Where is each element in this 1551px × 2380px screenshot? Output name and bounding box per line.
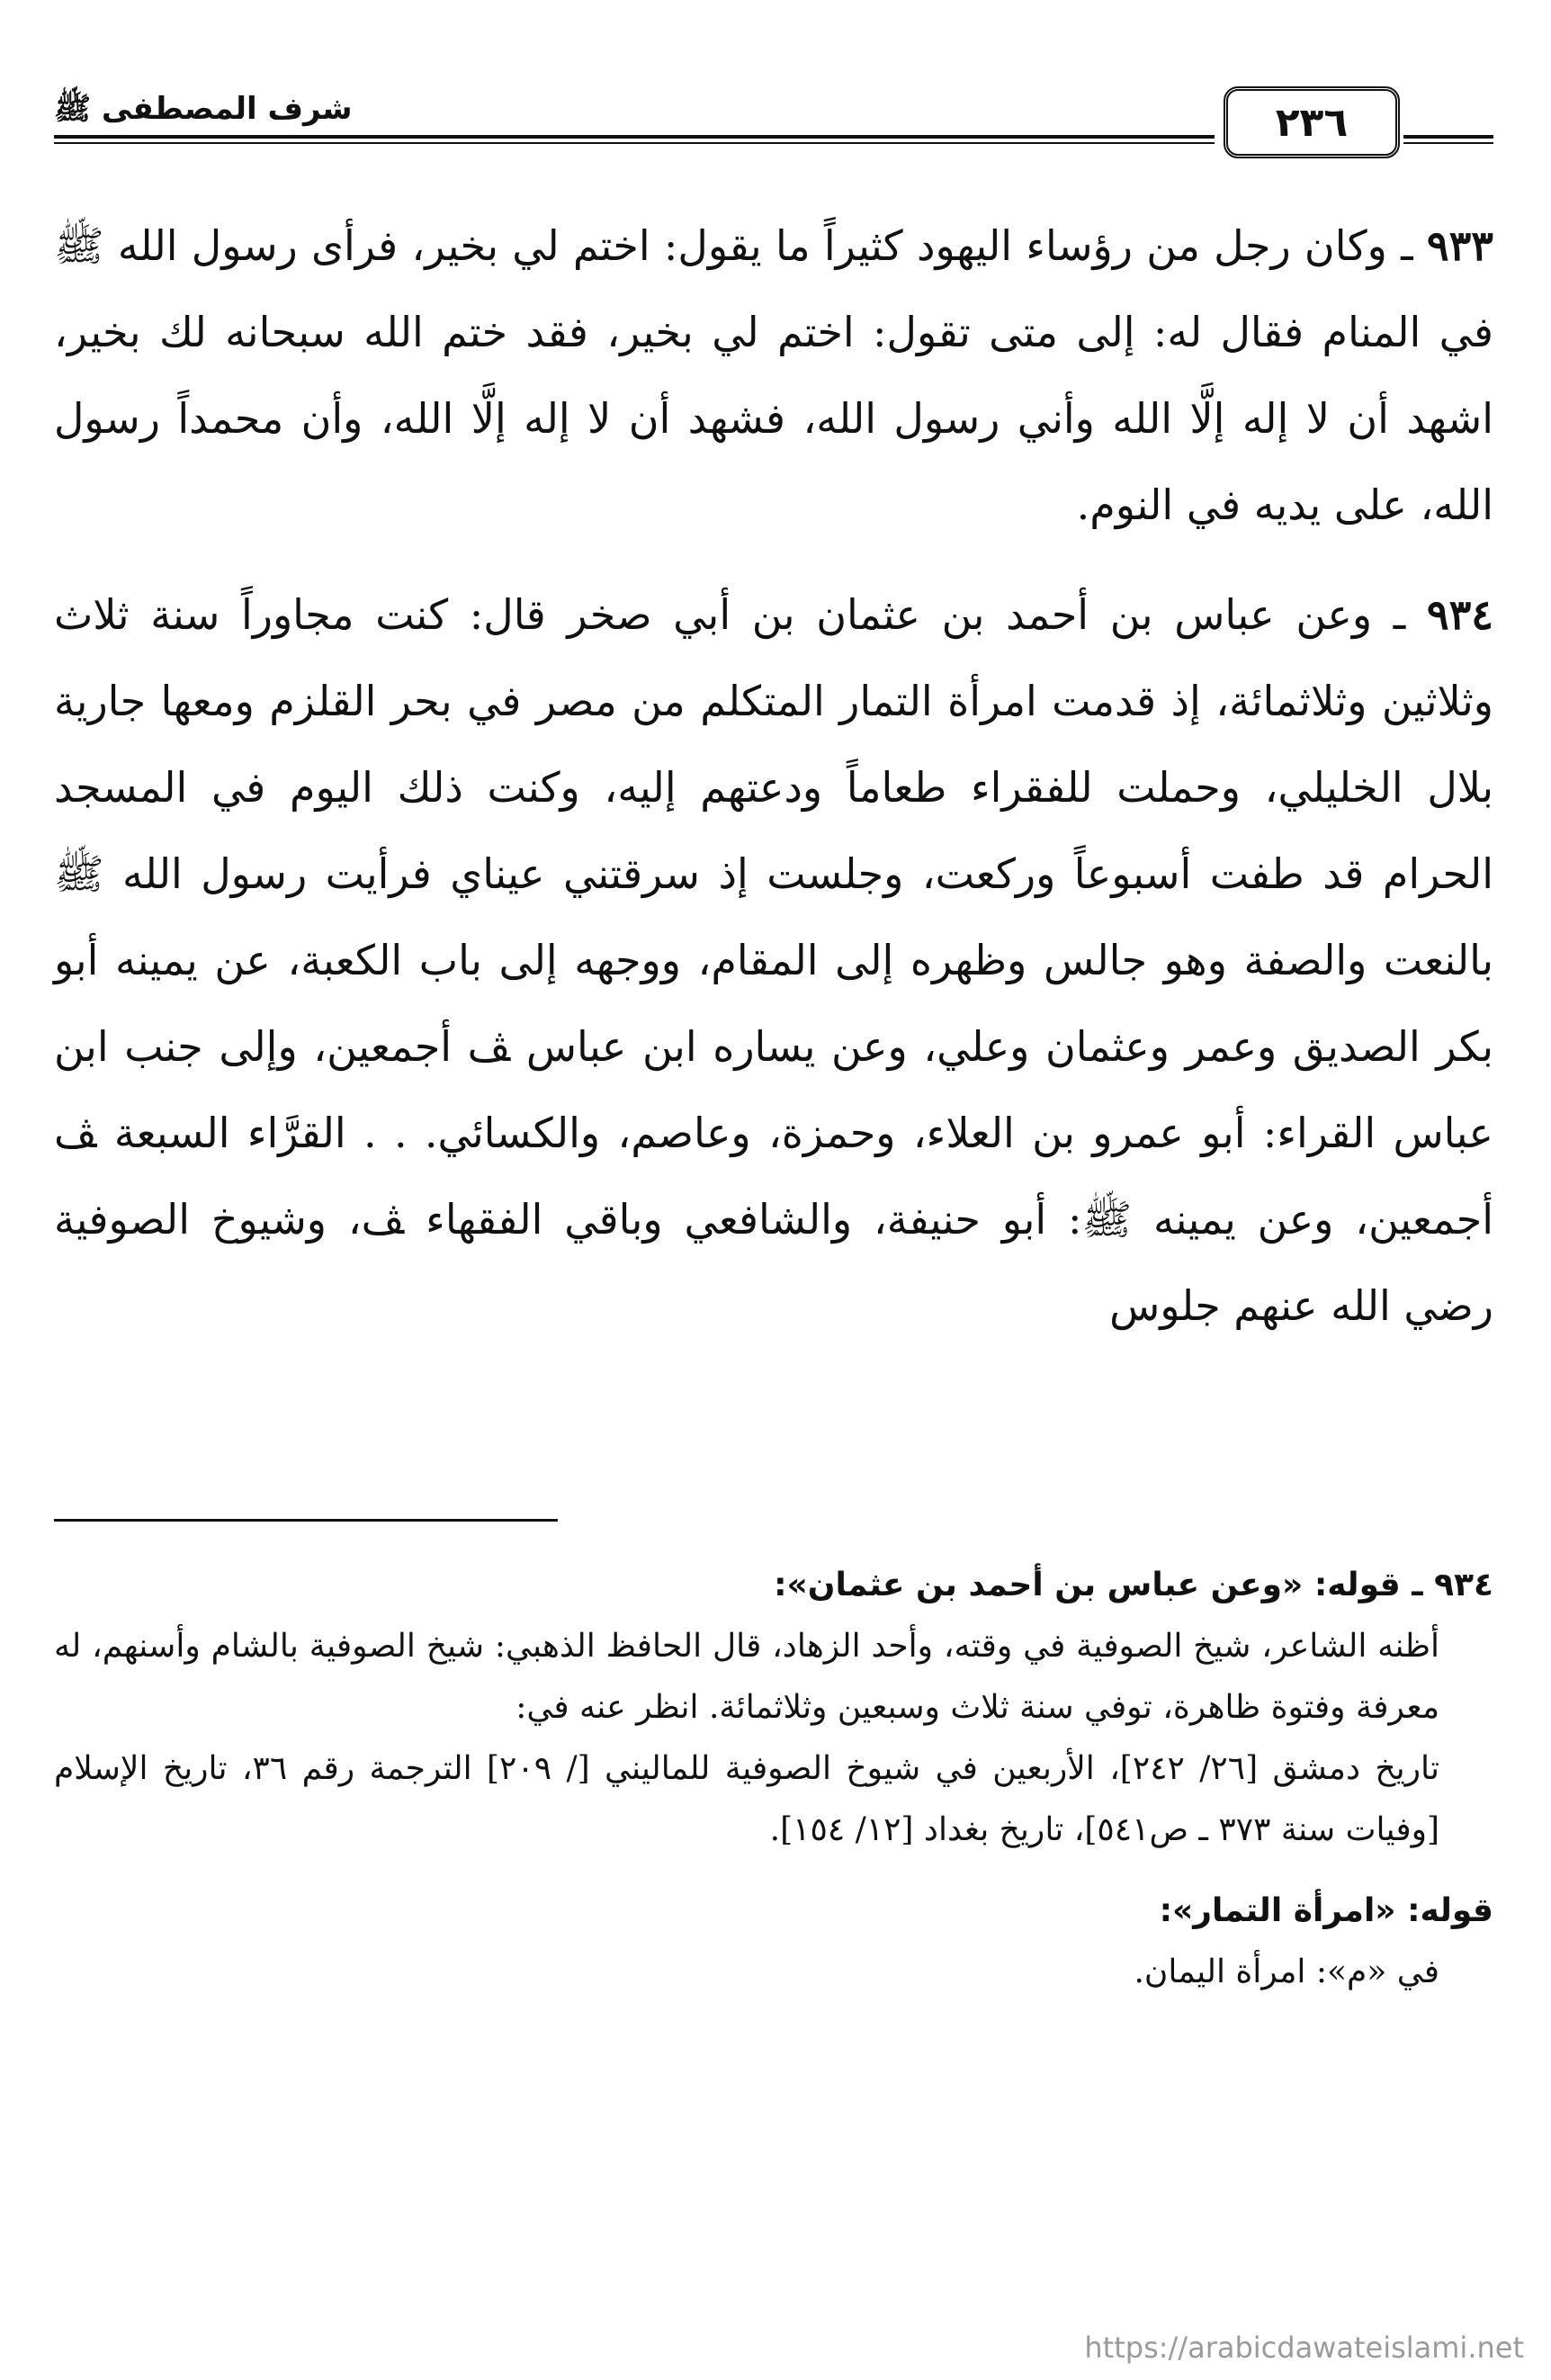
running-title: شرف المصطفى ﷺ	[54, 91, 353, 127]
footnote-text: أظنه الشاعر، شيخ الصوفية في وقته، وأحد الزهاد، قال الحافظ الذهبي: شيخ الصوفية بالشام وأسنهم، له معرفة وفتوة ظاهرة، توفي سنة ثلاث وسبعين وثلاثمائة. انظر عنه في:	[54, 1628, 1439, 1726]
page-number: ٢٣٦	[1224, 86, 1400, 158]
footnote	[54, 1881, 1493, 2003]
watermark-url: https://arabicdawateislami.net	[1084, 2331, 1524, 2365]
footnote-divider	[54, 1519, 558, 1522]
paragraph-934	[54, 571, 1493, 1349]
footnote-heading: قوله: «امرأة التمار»:	[1159, 1892, 1493, 1929]
header-rule	[1403, 142, 1493, 144]
footnote-text: تاريخ دمشق [٢٦/ ٢٤٢]، الأربعين في شيوخ الصوفية للماليني [/ ٢٠٩] الترجمة رقم ٣٦، تاريخ الإسلام [وفيات سنة ٣٧٣ ـ ص٥٤١]، تاريخ بغداد [١٢/ ١٥٤].	[54, 1750, 1439, 1848]
paragraph-text: ـ وكان رجل من رؤساء اليهود كثيراً ما يقول: اختم لي بخير، فرأى رسول الله ﷺ في المنام فقال له: إلى متى تقول: اختم لي بخير، فقد ختم الله سبحانه لك بخير، اشهد أن لا إله إلَّا الله وأني رسول الله، فشهد أن لا إله إلَّا الله، وأن محمداً رسول الله، على يديه في النوم.	[54, 221, 1493, 529]
paragraph-933	[54, 202, 1493, 548]
paragraph-text: ـ وعن عباس بن أحمد بن عثمان بن أبي صخر قال: كنت مجاوراً سنة ثلاث وثلاثين وثلاثمائة، إذ قدمت امرأة التمار المتكلم من مصر في بحر القلزم ومعها جارية بلال الخليلي، وحملت للفقراء طعاماً ودعتهم إليه، وكنت ذلك اليوم في المسجد الحرام قد طفت أسبوعاً وركعت، وجلست إذ سرقتني عيناي فرأيت رسول الله ﷺ بالنعت والصفة وهو جالس وظهره إلى المقام، ووجهه إلى باب الكعبة، عن يمينه أبو بكر الصديق وعمر وعثمان وعلي، وعن يساره ابن عباس ﭫ أجمعين، وإلى جنب ابن عباس القراء: أبو عمرو بن العلاء، وحمزة، وعاصم، والكسائي. . . القرَّاء السبعة ﭫ أجمعين، وعن يمينه ﷺ: أبو حنيفة، والشافعي وباقي الفقهاء ﭫ، وشيوخ الصوفية رضي الله عنهم جلوس	[54, 590, 1493, 1330]
footnotes	[54, 1555, 1493, 2023]
main-text	[54, 202, 1493, 1372]
header-rule	[54, 135, 1215, 139]
page-header	[54, 81, 1493, 180]
footnote	[54, 1555, 1493, 1861]
header-rule	[1403, 135, 1493, 139]
paragraph-number: ٩٣٤	[1426, 590, 1493, 639]
footnote-text: في «م»: امرأة اليمان.	[1134, 1953, 1439, 1990]
header-rule	[54, 142, 1215, 144]
footnote-heading: ٩٣٤ ـ قوله: «وعن عباس بن أحمد بن عثمان»:	[774, 1567, 1493, 1603]
paragraph-number: ٩٣٣	[1426, 221, 1493, 270]
